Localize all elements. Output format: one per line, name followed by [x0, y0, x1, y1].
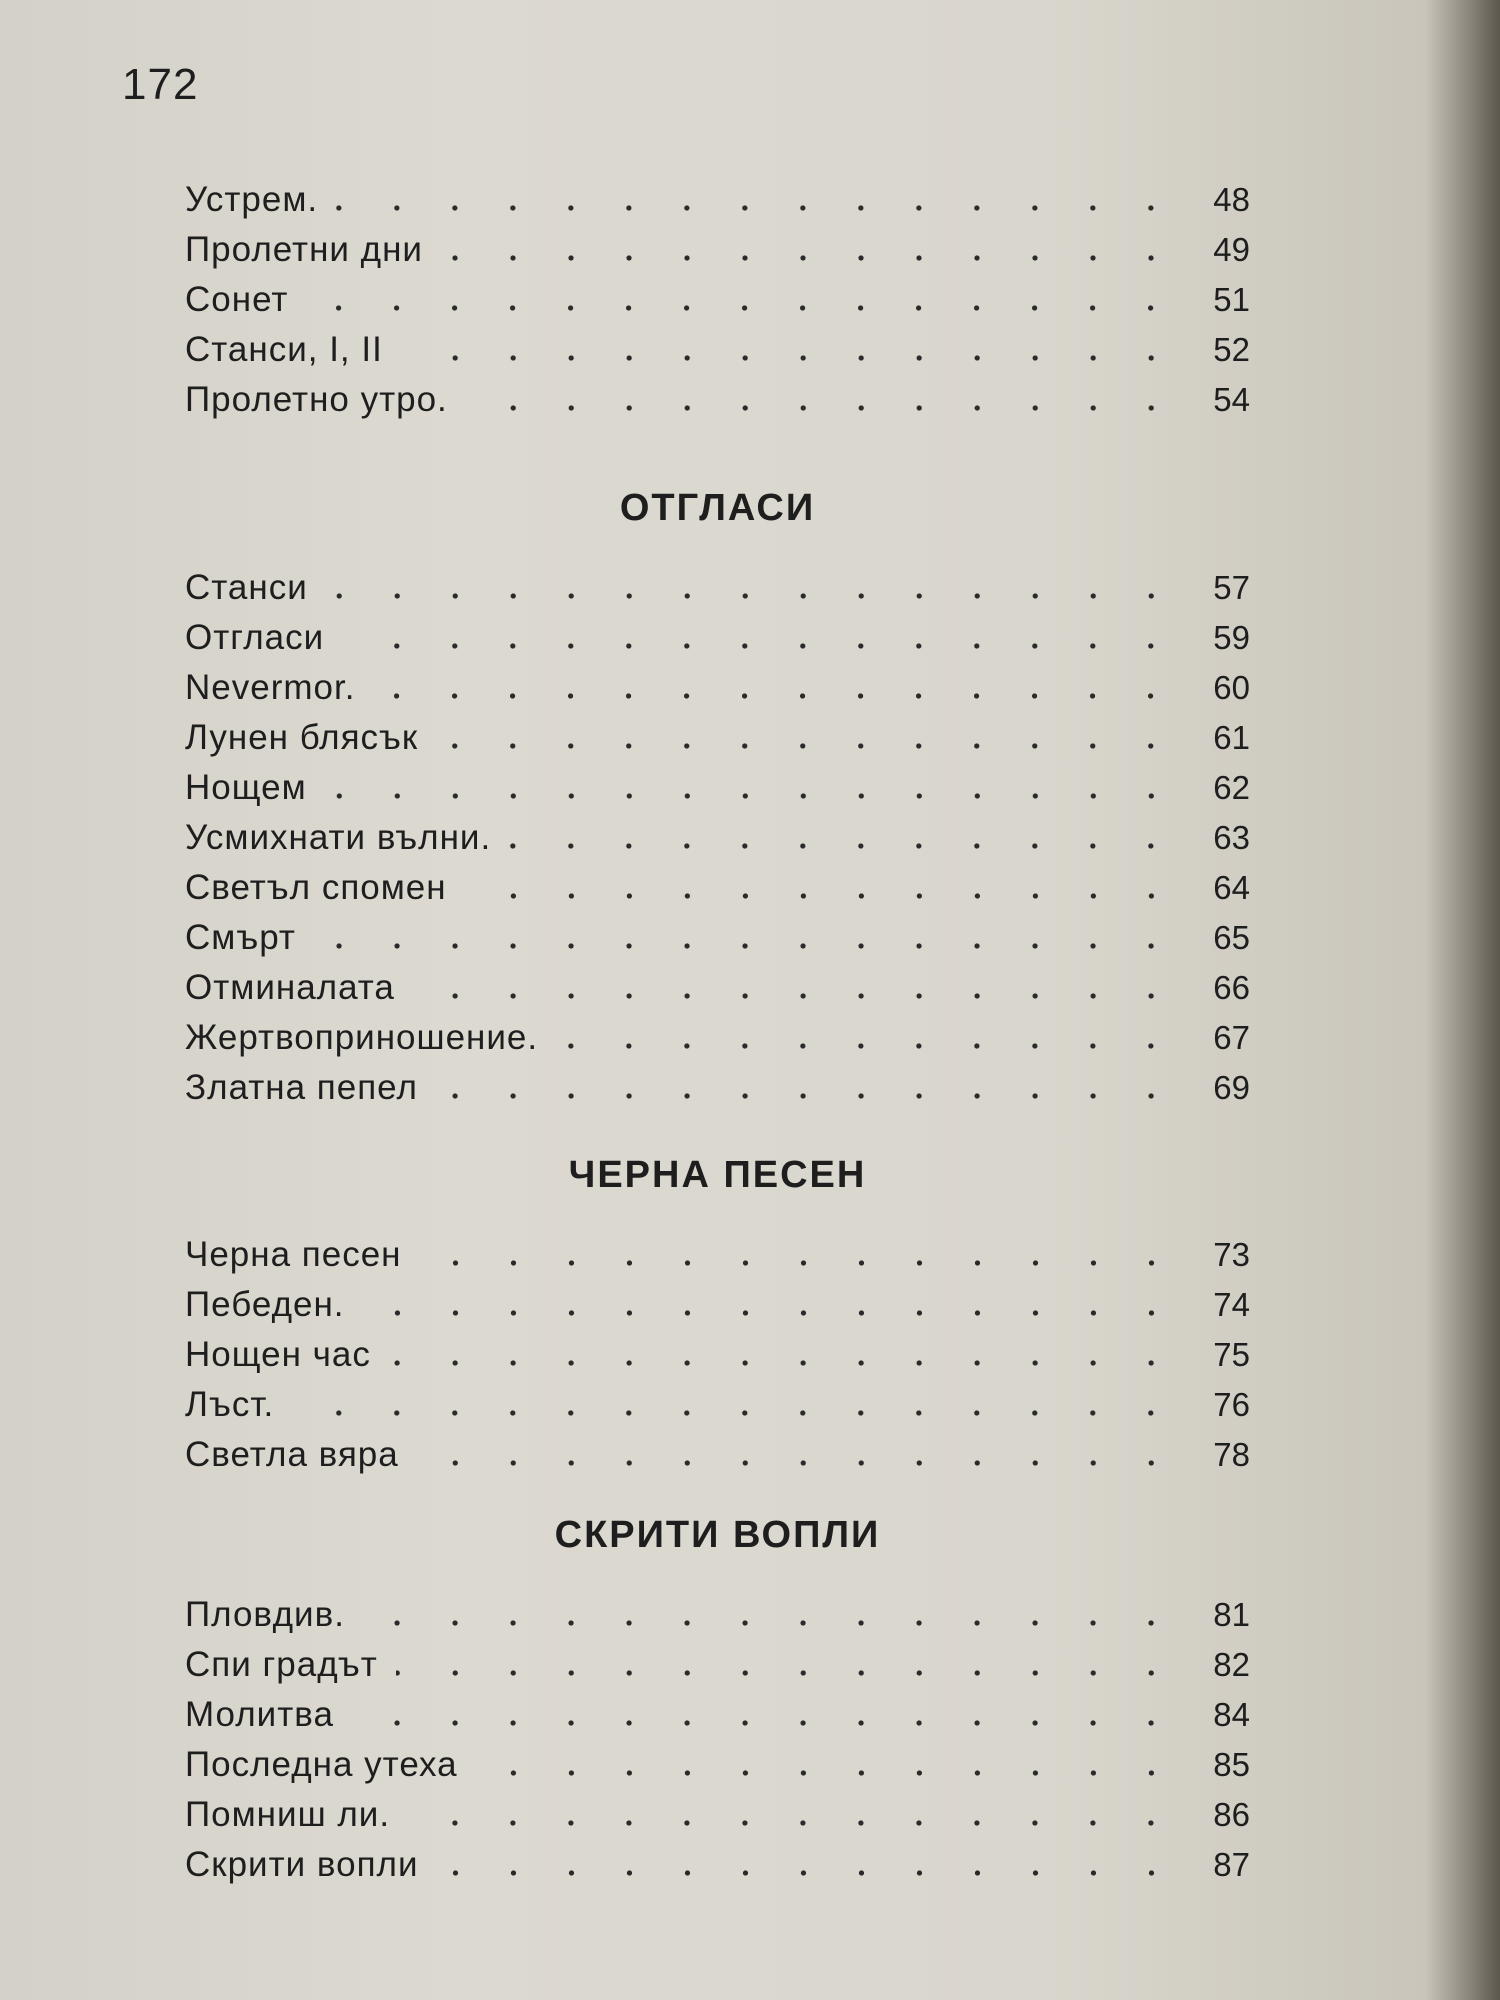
- entry-page: 60: [1213, 669, 1250, 706]
- entry-title: Нощем: [185, 768, 307, 807]
- toc-entry: [185, 230, 1250, 280]
- toc-entry: [185, 180, 1250, 230]
- entry-page: 69: [1213, 1069, 1250, 1106]
- entry-page: 51: [1213, 281, 1250, 318]
- toc-entry: [185, 1018, 1250, 1068]
- entry-page: 74: [1213, 1286, 1250, 1323]
- dot-leader: [437, 1870, 1180, 1876]
- toc-entry: [185, 1335, 1250, 1385]
- toc-entry: [185, 568, 1250, 618]
- entry-title: Смърт: [185, 918, 296, 957]
- entry-title: Отминалата: [185, 968, 395, 1007]
- entry-page: 75: [1213, 1336, 1250, 1373]
- dot-leader: [314, 943, 1180, 949]
- toc-entry: [185, 668, 1250, 718]
- dot-leader: [401, 355, 1180, 361]
- dot-leader: [556, 1043, 1180, 1049]
- toc-entry: [185, 280, 1250, 330]
- page-number: 172: [122, 60, 199, 109]
- dot-leader: [326, 593, 1180, 599]
- toc-entry: [185, 1385, 1250, 1435]
- entry-title: Пролетни дни: [185, 230, 423, 269]
- entry-page: 64: [1213, 869, 1250, 906]
- toc-entry: [185, 1285, 1250, 1335]
- dot-leader: [417, 1460, 1180, 1466]
- dot-leader: [396, 1670, 1180, 1676]
- entry-title: Отгласи: [185, 618, 325, 657]
- entry-page: 84: [1213, 1696, 1250, 1733]
- entry-title: Молитва: [185, 1695, 334, 1734]
- entry-page: 49: [1213, 231, 1250, 268]
- toc-entry: [185, 1068, 1250, 1118]
- toc-entry: [185, 968, 1250, 1018]
- dot-leader: [436, 743, 1180, 749]
- toc-entry: [185, 1235, 1250, 1285]
- entry-page: 86: [1213, 1796, 1250, 1833]
- dot-leader: [373, 693, 1180, 699]
- entry-page: 59: [1213, 619, 1250, 656]
- entry-title: Пебеден.: [185, 1285, 345, 1324]
- section-heading: СКРИТИ ВОПЛИ: [554, 1514, 881, 1556]
- dot-leader: [509, 843, 1180, 849]
- toc-entry: [185, 1845, 1250, 1895]
- dot-leader: [465, 893, 1180, 899]
- toc-entry: [185, 1745, 1250, 1795]
- entry-title: Спи градът: [185, 1645, 378, 1684]
- toc-entry: [185, 618, 1250, 668]
- toc-entry: [185, 818, 1250, 868]
- dot-leader: [363, 1620, 1180, 1626]
- dot-leader: [342, 643, 1180, 649]
- dot-leader: [436, 1093, 1180, 1099]
- entry-page: 73: [1213, 1236, 1250, 1273]
- entry-title: Усмихнати вълни.: [185, 818, 492, 857]
- toc-entry: [185, 1435, 1250, 1485]
- entry-page: 78: [1213, 1436, 1250, 1473]
- entry-title: Светъл спомен: [185, 868, 447, 907]
- entry-page: 61: [1213, 719, 1250, 756]
- entry-page: 66: [1213, 969, 1250, 1006]
- entry-title: Жертвоприношение.: [185, 1018, 539, 1057]
- toc-entry: [185, 918, 1250, 968]
- entry-title: Последна утеха: [185, 1745, 458, 1784]
- dot-leader: [408, 1820, 1180, 1826]
- entry-page: 76: [1213, 1386, 1250, 1423]
- entry-title: Златна пепел: [185, 1068, 418, 1107]
- dot-leader: [352, 1720, 1180, 1726]
- entry-title: Пролетно утро.: [185, 380, 448, 419]
- toc-entry: [185, 1645, 1250, 1695]
- entry-title: Лъст.: [185, 1385, 275, 1424]
- dot-leader: [476, 1770, 1180, 1776]
- entry-page: 52: [1213, 331, 1250, 368]
- entry-title: Скрити вопли: [185, 1845, 419, 1884]
- toc-group-cherna-pesen: [185, 1145, 1250, 1485]
- dot-leader: [363, 1310, 1180, 1316]
- entry-title: Станси, I, II: [185, 330, 383, 369]
- toc-entry: [185, 768, 1250, 818]
- dot-leader: [413, 993, 1180, 999]
- entry-title: Сонет: [185, 280, 289, 319]
- entry-title: Черна песен: [185, 1235, 402, 1274]
- entry-title: Станси: [185, 568, 308, 607]
- entry-page: 57: [1213, 569, 1250, 606]
- toc-entry: [185, 1695, 1250, 1745]
- dot-leader: [325, 793, 1180, 799]
- entry-title: Nevermor.: [185, 668, 356, 707]
- toc-entry: [185, 718, 1250, 768]
- dot-leader: [306, 305, 1180, 311]
- entry-page: 85: [1213, 1746, 1250, 1783]
- entry-title: Помниш ли.: [185, 1795, 391, 1834]
- entry-page: 82: [1213, 1646, 1250, 1683]
- dot-leader: [466, 405, 1180, 411]
- dot-leader: [420, 1260, 1181, 1266]
- toc-entry: [185, 1595, 1250, 1645]
- toc-entry: [185, 868, 1250, 918]
- entry-page: 48: [1213, 181, 1250, 218]
- entry-page: 65: [1213, 919, 1250, 956]
- toc-group-continued: [185, 180, 1250, 430]
- section-heading: ЧЕРНА ПЕСЕН: [568, 1154, 867, 1196]
- dot-leader: [389, 1360, 1180, 1366]
- entry-title: Лунен блясък: [185, 718, 419, 757]
- dot-leader: [336, 205, 1180, 211]
- entry-page: 62: [1213, 769, 1250, 806]
- toc-group-skriti-vopli: [185, 1505, 1250, 1895]
- entry-title: Светла вяра: [185, 1435, 399, 1474]
- dot-leader: [292, 1410, 1180, 1416]
- toc-entry: [185, 330, 1250, 380]
- section-heading: ОТГЛАСИ: [619, 487, 816, 529]
- toc-group-otglasi: [185, 478, 1250, 1118]
- toc-entry: [185, 380, 1250, 430]
- entry-page: 67: [1213, 1019, 1250, 1056]
- dot-leader: [441, 255, 1180, 261]
- entry-page: 63: [1213, 819, 1250, 856]
- entry-page: 81: [1213, 1596, 1250, 1633]
- toc-entry: [185, 1795, 1250, 1845]
- entry-title: Нощен час: [185, 1335, 371, 1374]
- entry-title: Пловдив.: [185, 1595, 345, 1634]
- entry-page: 54: [1213, 381, 1250, 418]
- entry-title: Устрем.: [185, 180, 319, 219]
- entry-page: 87: [1213, 1846, 1250, 1883]
